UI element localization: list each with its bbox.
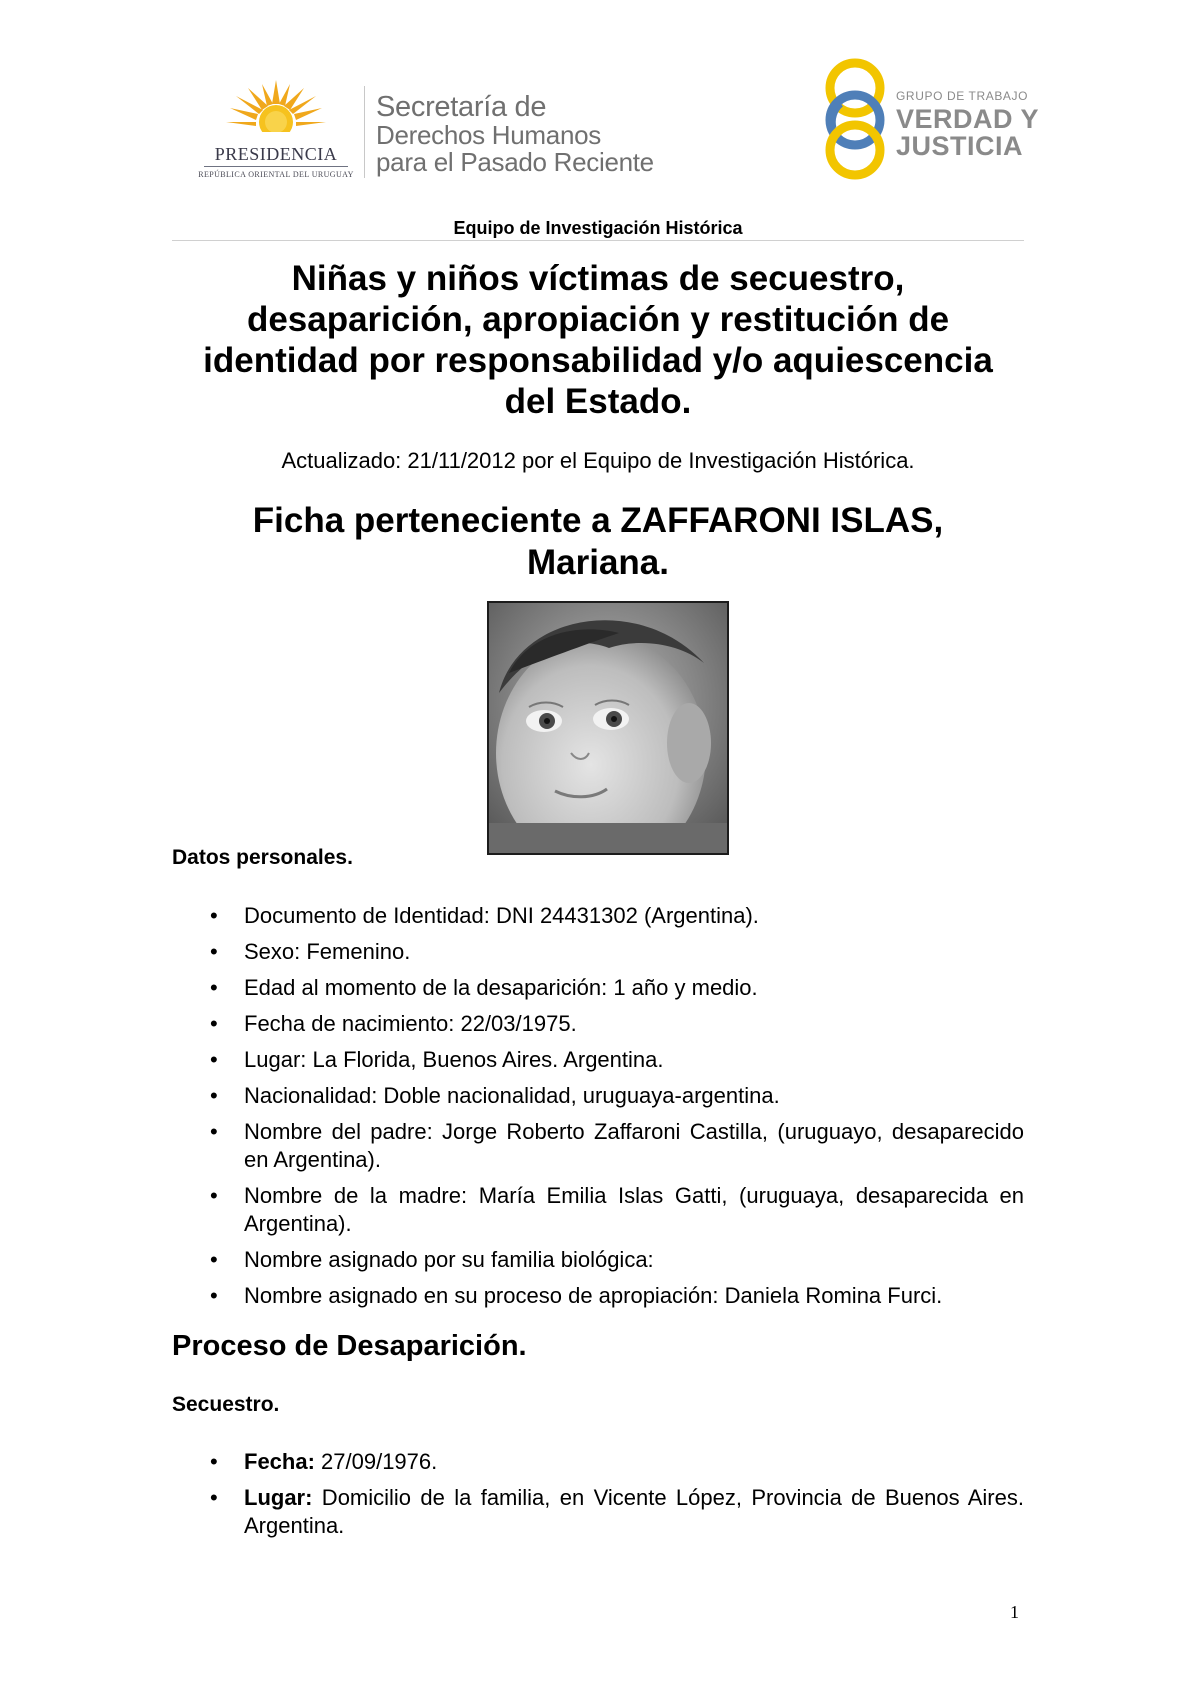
secuestro-list xyxy=(172,1448,1024,1548)
list-item: • Nombre de la madre: María Emilia Islas Gatti, (uruguaya, desaparecida en Argentina). xyxy=(172,1182,1024,1238)
title-line: del Estado. xyxy=(504,382,692,421)
list-item: • Documento de Identidad: DNI 24431302 (Argentina). xyxy=(172,902,1024,930)
list-item: • Nacionalidad: Doble nacionalidad, uruguaya-argentina. xyxy=(172,1082,1024,1110)
title-line: Niñas y niños víctimas de secuestro, xyxy=(291,259,905,298)
secretaria-line1: Secretaría de xyxy=(376,91,547,123)
updated-note: Actualizado: 21/11/2012 por el Equipo de Investigación Histórica. xyxy=(281,448,915,473)
grupo-trabajo-label: GRUPO DE TRABAJO xyxy=(896,89,1029,103)
list-item: • Sexo: Femenino. xyxy=(172,938,1024,966)
header-rule xyxy=(172,240,1024,241)
list-item: • Fecha de nacimiento: 22/03/1975. xyxy=(172,1010,1024,1038)
item-label: Fecha: xyxy=(244,1449,315,1474)
proceso-heading: Proceso de Desaparición. xyxy=(172,1330,527,1362)
ficha-line: Mariana. xyxy=(527,543,669,582)
item-value: Domicilio de la familia, en Vicente López, Provincia de Buenos Aires. Argentina. xyxy=(244,1485,1024,1538)
sun-icon xyxy=(226,78,326,140)
interlocking-rings-icon xyxy=(820,58,890,180)
ficha-line: Ficha perteneciente a ZAFFARONI ISLAS, xyxy=(252,501,944,540)
ficha-heading xyxy=(172,500,1024,584)
presidencia-logo xyxy=(196,78,356,178)
item-label: Lugar: xyxy=(244,1485,313,1510)
presidencia-divider xyxy=(204,166,348,167)
title-line: identidad por responsabilidad y/o aquiescencia xyxy=(203,341,993,380)
list-item: • Lugar: La Florida, Buenos Aires. Argentina. xyxy=(172,1046,1024,1074)
datos-personales-label: Datos personales. xyxy=(172,846,353,869)
list-item: • Nombre asignado por su familia biológica: xyxy=(172,1246,1024,1274)
logo-divider xyxy=(364,86,365,178)
presidencia-subtitle: REPÚBLICA ORIENTAL DEL URUGUAY xyxy=(198,170,354,179)
secretaria-logo-text xyxy=(376,92,654,176)
list-item: • Nombre del padre: Jorge Roberto Zaffaroni Castilla, (uruguayo, desaparecido en Argentina). xyxy=(172,1118,1024,1174)
verdad-justicia-logo xyxy=(820,58,1040,180)
verdad-label: VERDAD Y xyxy=(896,104,1040,134)
secretaria-line2: Derechos Humanos xyxy=(376,120,601,150)
page-title xyxy=(172,258,1024,422)
list-item: • Edad al momento de la desaparición: 1 año y medio. xyxy=(172,974,1024,1002)
datos-personales-list xyxy=(172,902,1024,1318)
list-item: • Nombre asignado en su proceso de apropiación: Daniela Romina Furci. xyxy=(172,1282,1024,1310)
list-item xyxy=(172,1484,1024,1540)
presidencia-title: PRESIDENCIA xyxy=(214,144,338,164)
title-line: desaparición, apropiación y restitución de xyxy=(246,300,950,339)
team-name: Equipo de Investigación Histórica xyxy=(453,218,743,238)
item-value: 27/09/1976. xyxy=(314,1449,438,1474)
list-item xyxy=(172,1448,1024,1476)
justicia-label: JUSTICIA xyxy=(896,131,1024,161)
secretaria-line3: para el Pasado Reciente xyxy=(376,147,654,177)
page-number: 1 xyxy=(1010,1602,1019,1622)
child-portrait-photo xyxy=(487,601,729,855)
secuestro-label: Secuestro. xyxy=(172,1393,280,1416)
